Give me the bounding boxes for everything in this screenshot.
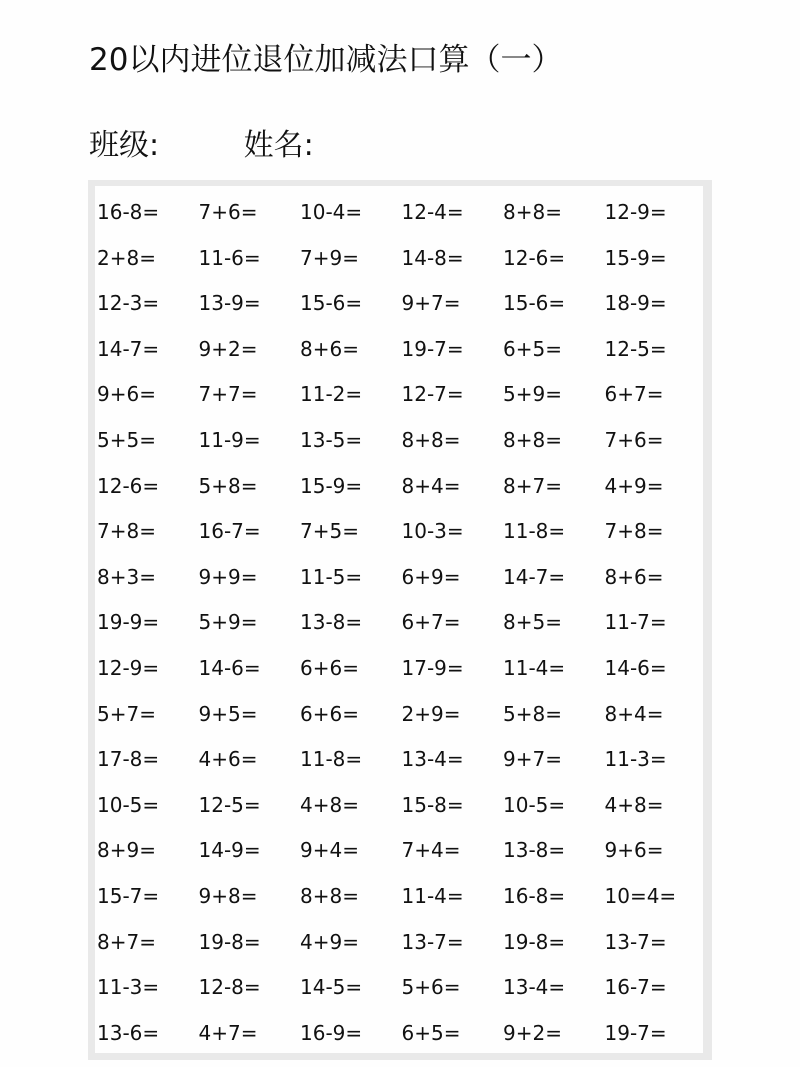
problem-cell: 16-8= — [503, 883, 566, 908]
problem-cell: 2+9= — [401, 701, 461, 726]
problem-cell: 16-7= — [198, 519, 261, 544]
problem-cell: 19-9= — [97, 610, 160, 635]
problem-cell: 6+7= — [604, 382, 664, 407]
problem-cell: 8+8= — [401, 427, 461, 452]
problem-cell: 6+6= — [300, 655, 359, 680]
problem-cell: 4+8= — [300, 792, 359, 817]
problem-cell: 13-4= — [401, 747, 464, 772]
problem-cell: 12-5= — [198, 792, 261, 817]
problem-cell: 13-7= — [604, 929, 667, 954]
problem-cell: 9+6= — [97, 382, 156, 407]
problem-cell: 9+7= — [401, 291, 461, 316]
problem-cell: 12-5= — [604, 336, 667, 361]
problem-cell: 12-6= — [97, 473, 160, 498]
problem-cell: 7+6= — [604, 427, 664, 452]
problem-cell: 12-7= — [401, 382, 464, 407]
problem-cell: 12-4= — [401, 200, 464, 224]
problem-cell: 11-4= — [401, 883, 464, 908]
problem-cell: 7+5= — [300, 519, 359, 544]
problem-cell: 13-8= — [503, 838, 566, 863]
problem-cell: 15-7= — [97, 883, 160, 908]
problem-grid — [97, 198, 707, 1064]
problem-cell: 6+9= — [401, 564, 461, 589]
problem-cell: 4+8= — [604, 792, 664, 817]
problem-cell: 4+7= — [198, 1020, 258, 1045]
problem-cell: 11-9= — [198, 427, 261, 452]
problem-cell: 6+6= — [300, 701, 359, 726]
problem-cell: 8+4= — [604, 701, 664, 726]
problem-cell: 19-7= — [401, 336, 464, 361]
problem-cell: 11-8= — [300, 747, 363, 772]
problem-cell: 7+8= — [604, 519, 664, 544]
problem-cell: 8+8= — [300, 883, 359, 908]
name-label: 姓名: — [243, 128, 314, 163]
problem-cell: 15-9= — [300, 473, 363, 498]
problem-cell: 8+6= — [300, 336, 359, 361]
problem-cell: 11-2= — [300, 382, 363, 407]
problem-cell: 17-9= — [401, 655, 464, 680]
problem-cell: 12-9= — [604, 200, 667, 224]
problem-cell: 9+5= — [198, 701, 258, 726]
problem-cell: 8+8= — [503, 200, 562, 224]
problem-cell: 13-7= — [401, 929, 464, 954]
class-label: 班级: — [89, 128, 160, 163]
problem-cell: 14-8= — [401, 245, 464, 270]
problem-sheet-frame — [88, 180, 712, 1060]
problem-cell: 12-3= — [97, 291, 160, 316]
problem-cell: 5+7= — [97, 701, 156, 726]
problem-cell: 4+9= — [604, 473, 664, 498]
problem-cell: 19-7= — [604, 1020, 667, 1045]
problem-cell: 7+6= — [198, 200, 258, 224]
problem-cell: 8+3= — [97, 564, 156, 589]
problem-cell: 7+9= — [300, 245, 359, 270]
problem-cell: 14-6= — [604, 655, 667, 680]
problem-cell: 13-8= — [300, 610, 363, 635]
problem-cell: 8+7= — [503, 473, 562, 498]
problem-cell: 11-6= — [198, 245, 261, 270]
problem-cell: 12-6= — [503, 245, 566, 270]
problem-cell: 2+8= — [97, 245, 156, 270]
problem-cell: 11-4= — [503, 655, 566, 680]
problem-cell: 5+8= — [198, 473, 258, 498]
problem-cell: 5+6= — [401, 975, 461, 1000]
student-info-row — [89, 120, 314, 164]
problem-cell: 13-4= — [503, 975, 566, 1000]
problem-cell: 9+2= — [198, 336, 258, 361]
problem-cell: 4+6= — [198, 747, 258, 772]
problem-cell: 4+9= — [300, 929, 359, 954]
problem-cell: 10-5= — [503, 792, 566, 817]
problem-cell: 11-5= — [300, 564, 363, 589]
problem-cell: 6+7= — [401, 610, 461, 635]
problem-cell: 12-9= — [97, 655, 160, 680]
problem-cell: 15-6= — [300, 291, 363, 316]
problem-cell: 8+8= — [503, 427, 562, 452]
problem-cell: 17-8= — [97, 747, 160, 772]
problem-sheet — [95, 186, 703, 1053]
problem-cell: 15-6= — [503, 291, 566, 316]
problem-cell: 14-6= — [198, 655, 261, 680]
problem-cell: 7+7= — [198, 382, 258, 407]
problem-cell: 8+7= — [97, 929, 156, 954]
problem-cell: 8+9= — [97, 838, 156, 863]
problem-cell: 14-5= — [300, 975, 363, 1000]
problem-cell: 13-9= — [198, 291, 261, 316]
problem-cell: 14-9= — [198, 838, 261, 863]
problem-cell: 19-8= — [198, 929, 261, 954]
problem-cell: 8+4= — [401, 473, 461, 498]
problem-cell: 11-3= — [97, 975, 160, 1000]
problem-cell: 5+9= — [198, 610, 258, 635]
problem-cell: 6+5= — [401, 1020, 461, 1045]
problem-cell: 9+4= — [300, 838, 359, 863]
problem-cell: 16-8= — [97, 200, 160, 224]
problem-cell: 11-3= — [604, 747, 667, 772]
problem-cell: 7+8= — [97, 519, 156, 544]
problem-cell: 9+2= — [503, 1020, 562, 1045]
problem-cell: 16-9= — [300, 1020, 363, 1045]
problem-cell: 6+5= — [503, 336, 562, 361]
problem-cell: 11-7= — [604, 610, 667, 635]
problem-cell: 16-7= — [604, 975, 667, 1000]
worksheet-title: 20以内进位退位加减法口算（一） — [89, 42, 563, 78]
problem-cell: 14-7= — [503, 564, 566, 589]
problem-cell: 10-4= — [300, 200, 363, 224]
problem-cell: 10=4= — [604, 883, 677, 908]
problem-cell: 13-6= — [97, 1020, 160, 1045]
problem-cell: 13-5= — [300, 427, 363, 452]
problem-cell: 7+4= — [401, 838, 461, 863]
problem-cell: 9+7= — [503, 747, 562, 772]
problem-cell: 14-7= — [97, 336, 160, 361]
problem-cell: 5+9= — [503, 382, 562, 407]
problem-cell: 8+6= — [604, 564, 664, 589]
problem-cell: 11-8= — [503, 519, 566, 544]
problem-cell: 8+5= — [503, 610, 562, 635]
problem-cell: 19-8= — [503, 929, 566, 954]
problem-cell: 10-5= — [97, 792, 160, 817]
problem-cell: 15-9= — [604, 245, 667, 270]
problem-cell: 12-8= — [198, 975, 261, 1000]
problem-cell: 15-8= — [401, 792, 464, 817]
problem-cell: 9+9= — [198, 564, 258, 589]
problem-cell: 18-9= — [604, 291, 667, 316]
problem-cell: 5+8= — [503, 701, 562, 726]
problem-cell: 9+6= — [604, 838, 664, 863]
problem-cell: 9+8= — [198, 883, 258, 908]
problem-cell: 10-3= — [401, 519, 464, 544]
problem-cell: 5+5= — [97, 427, 156, 452]
